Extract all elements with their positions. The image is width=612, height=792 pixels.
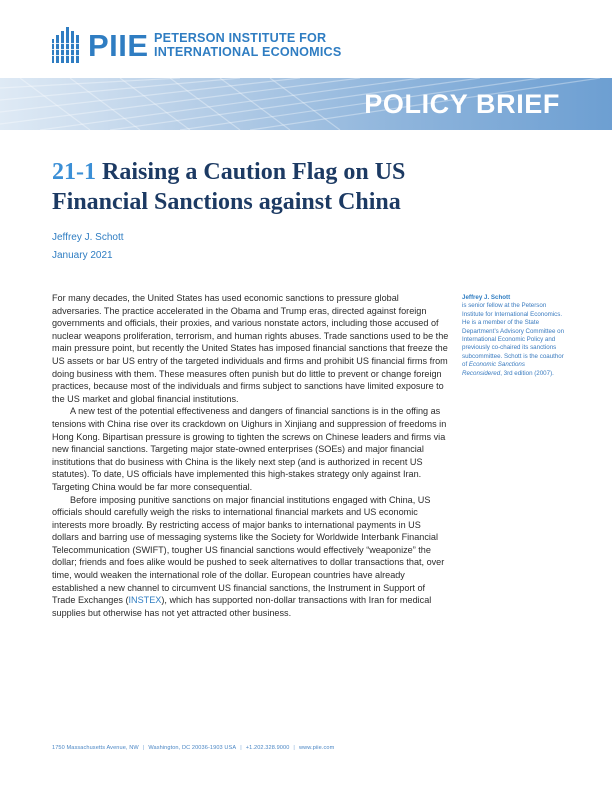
footer-separator: | bbox=[142, 745, 145, 751]
bio-book-title: Economic Sanctions Reconsidered bbox=[462, 361, 525, 377]
footer-website-link[interactable]: www.piie.com bbox=[298, 745, 335, 751]
policy-brief-label: POLICY BRIEF bbox=[364, 89, 560, 119]
footer-separator: | bbox=[240, 745, 242, 751]
brief-title bbox=[52, 157, 472, 217]
footer-address: 1750 Massachusetts Avenue, NW bbox=[52, 745, 139, 751]
footer bbox=[52, 745, 552, 751]
paragraph-3 bbox=[52, 494, 450, 620]
footer-separator: | bbox=[293, 745, 295, 751]
author-name: Jeffrey J. Schott bbox=[52, 232, 124, 243]
main-text bbox=[52, 292, 450, 619]
organization-name-line2: INTERNATIONAL ECONOMICS bbox=[154, 45, 342, 59]
policy-brief-banner bbox=[0, 78, 612, 130]
footer-phone: +1.202.328.9000 bbox=[245, 745, 290, 751]
paragraph-3-text-a: Before imposing punitive sanctions on major financial institutions engaged with China, US officials should carefully weigh the risks to international financial markets and US economic interests more broadly. By restricting access of major banks to international payments in US dollars and barring use of messaging systems like the Society for Worldwide Interbank Financial Telecommunication (SWIFT), tougher US financial sanctions would effectively “weaponize” the dollar; friends and foes alike would be pushed to seek alternatives to dollar transactions that, over time, would weaken the international role of the dollar. European countries have already established a new channel to circumvent US financial sanctions, the Instrument in Support of Trade Exchanges ( bbox=[52, 494, 445, 606]
publication-date: January 2021 bbox=[52, 250, 113, 261]
paragraph-3-text-b: ), which has supported non-dollar transactions with Iran for medical supplies but otherwise has not yet attracted other business. bbox=[52, 595, 432, 618]
instex-link[interactable]: INSTEX bbox=[128, 595, 162, 606]
piie-logo bbox=[52, 27, 352, 67]
organization-name bbox=[154, 31, 354, 59]
brief-number: 21-1 bbox=[52, 159, 96, 185]
footer-city: Washington, DC 20036-1903 USA bbox=[148, 745, 237, 751]
paragraph-2: A new test of the potential effectiveness and dangers of financial sanctions is in the offing as tensions with China rise over its crackdown on Uighurs in Xinjiang and suppression of freedoms in Hong Kong. Bipartisan pressure is growing to tighten the screws on Chinese leaders and firms via new financial sanctions. Targeting major state-owned enterprises (SOEs) and major financial institutions that do business with China is the likely next step (and is authorized in recent US statutes). To date, US officials have implemented this high-stakes strategy only against Iran. Targeting China would be far more consequential. bbox=[52, 406, 447, 492]
bio-text-a: is senior fellow at the Peterson Institute for International Economics. He is a member of the State Department’s Advisory Committee on International Economic Policy and previously co-chaired its sanctions subcommittee. Schott is the coauthor of bbox=[462, 302, 565, 369]
piie-building-icon bbox=[52, 27, 82, 63]
bio-text-b: , 3rd edition (2007). bbox=[500, 369, 554, 377]
bio-author-name: Jeffrey J. Schott bbox=[462, 294, 511, 301]
brief-title-line1: Raising a Caution Flag on US bbox=[102, 159, 406, 185]
author-bio bbox=[462, 294, 566, 378]
paragraph-1: For many decades, the United States has used economic sanctions to pressure global adversaries. The practice accelerated in the Obama and Trump eras, directed against foreign governments and officials, their proxies, and various nonstate actors, including those accused of nuclear weapons proliferation, terrorism, and human rights abuses. Trade sanctions used to be the main pressure point, but recently the United States has imposed financial sanctions that freeze the US assets or bar US entry of the targeted individuals and firms and prohibit US financial firms from doing business with them. These measures often punish but do little to prevent or change foreign practices, because most of the individuals and firms subject to sanctions have limited exposure to the US market and global financial institutions. bbox=[52, 293, 449, 404]
organization-name-line1: PETERSON INSTITUTE FOR bbox=[154, 31, 327, 45]
brief-title-line2: Financial Sanctions against China bbox=[52, 189, 401, 215]
logo-wordmark: PIIE bbox=[88, 28, 149, 63]
